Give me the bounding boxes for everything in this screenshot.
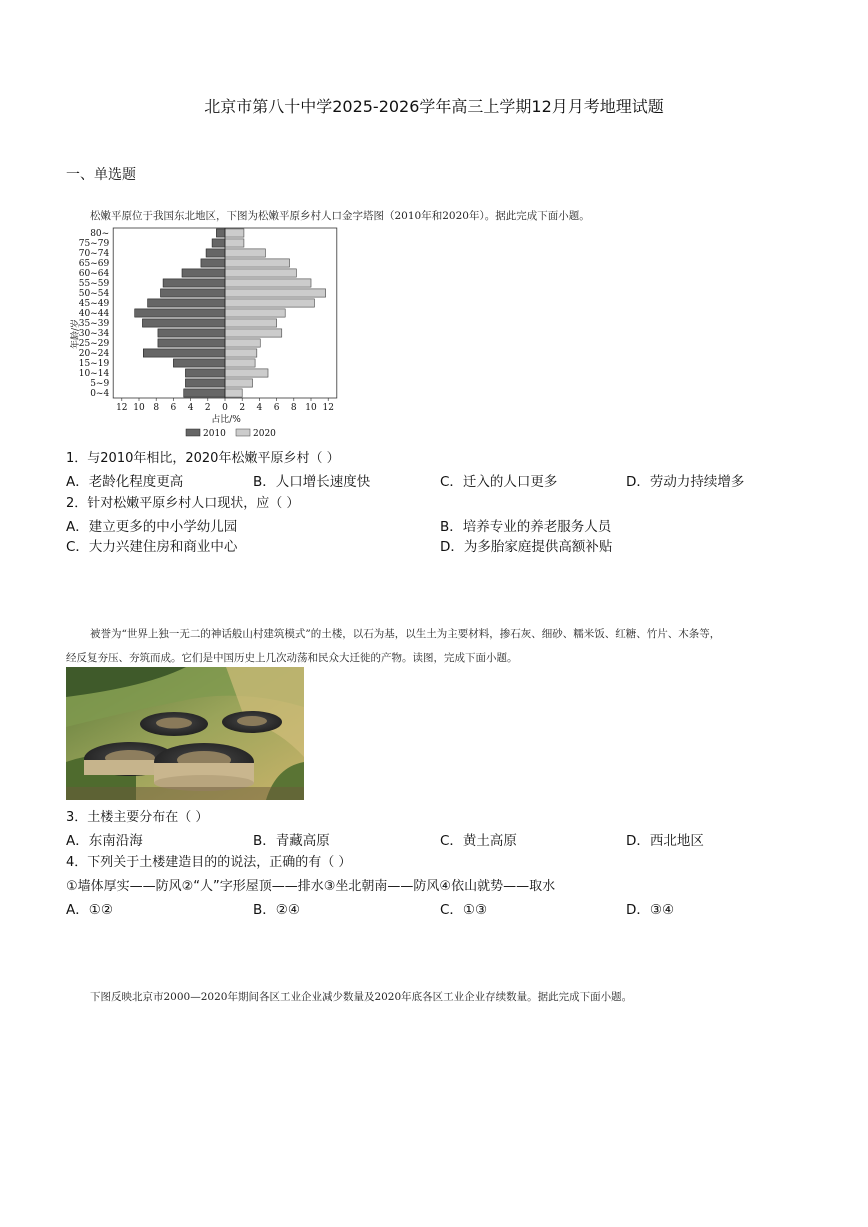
age-tick-label: 40~44 bbox=[78, 309, 110, 320]
age-tick-label: 0~4 bbox=[90, 389, 110, 400]
bar-2020-15~19 bbox=[225, 359, 255, 367]
bar-2010-20~24 bbox=[143, 349, 225, 357]
bar-2020-75~79 bbox=[225, 239, 244, 247]
age-tick-label: 60~64 bbox=[78, 269, 110, 280]
bar-2010-5~9 bbox=[185, 379, 225, 387]
page-title: 北京市第八十中学2025-2026学年高三上学期12月月考地理试题 bbox=[204, 97, 664, 116]
age-tick-label: 75~79 bbox=[78, 239, 110, 250]
bar-2020-5~9 bbox=[225, 379, 253, 387]
bar-2010-0~4 bbox=[184, 389, 225, 397]
age-tick-label: 15~19 bbox=[78, 359, 110, 370]
age-tick-label: 70~74 bbox=[78, 249, 110, 260]
x-tick-label: 8 bbox=[153, 403, 160, 413]
x-tick-label: 12 bbox=[322, 403, 334, 413]
block3-intro: 下图反映北京市2000—2020年期间各区工业企业减少数量及2020年底各区工业企业存续数量。据此完成下面小题。 bbox=[90, 991, 633, 1003]
bar-2010-25~29 bbox=[158, 339, 225, 347]
q4-option-a[interactable]: A．①② bbox=[66, 902, 113, 918]
bar-2020-55~59 bbox=[225, 279, 311, 287]
chart-ylabel: 年龄/岁 bbox=[71, 318, 81, 350]
legend-label-2010: 2010 bbox=[203, 429, 226, 439]
block2-intro-line2: 经反复夯压、夯筑而成。它们是中国历史上几次动荡和民众大迁徙的产物。读图，完成下面小题。 bbox=[66, 652, 518, 664]
bar-2020-60~64 bbox=[225, 269, 296, 277]
question-3-stem: 3．土楼主要分布在（ ） bbox=[66, 810, 209, 825]
bar-2010-70~74 bbox=[206, 249, 225, 257]
bar-2020-40~44 bbox=[225, 309, 285, 317]
x-tick-label: 6 bbox=[273, 403, 280, 413]
q3-option-d[interactable]: D．西北地区 bbox=[626, 833, 704, 849]
block1-intro: 松嫩平原位于我国东北地区，下图为松嫩平原乡村人口金字塔图（2010年和2020年）。据此完成下面小题。 bbox=[90, 210, 590, 222]
q2-option-a[interactable]: A．建立更多的中小学幼儿园 bbox=[66, 519, 238, 535]
question-4-stem: 4．下列关于土楼建造目的的说法，正确的有（ ） bbox=[66, 855, 352, 870]
legend-swatch-2020 bbox=[236, 429, 250, 436]
age-tick-label: 50~54 bbox=[78, 289, 110, 300]
q1-option-d[interactable]: D．劳动力持续增多 bbox=[626, 474, 745, 490]
section-heading: 一、单选题 bbox=[66, 167, 136, 183]
q2-option-c[interactable]: C．大力兴建住房和商业中心 bbox=[66, 539, 238, 555]
bar-2010-40~44 bbox=[135, 309, 225, 317]
bar-2010-80~ bbox=[216, 229, 225, 237]
bar-2020-80~ bbox=[225, 229, 244, 237]
q2-option-d[interactable]: D．为多胎家庭提供高额补贴 bbox=[440, 539, 613, 555]
x-tick-label: 10 bbox=[305, 403, 317, 413]
legend-label-2020: 2020 bbox=[253, 429, 276, 439]
x-tick-label: 10 bbox=[133, 403, 145, 413]
bar-2020-25~29 bbox=[225, 339, 260, 347]
age-tick-label: 10~14 bbox=[78, 369, 110, 380]
question-2-stem: 2．针对松嫩平原乡村人口现状，应（ ） bbox=[66, 496, 300, 511]
x-tick-label: 2 bbox=[204, 403, 211, 413]
age-tick-label: 25~29 bbox=[78, 339, 110, 350]
x-tick-label: 4 bbox=[187, 403, 194, 413]
age-tick-label: 65~69 bbox=[78, 259, 110, 270]
bar-2020-20~24 bbox=[225, 349, 257, 357]
q2-option-b[interactable]: B．培养专业的养老服务人员 bbox=[440, 519, 612, 535]
age-tick-label: 80~ bbox=[90, 229, 110, 240]
x-tick-label: 12 bbox=[116, 403, 128, 413]
bar-2010-50~54 bbox=[161, 289, 226, 297]
q3-option-a[interactable]: A．东南沿海 bbox=[66, 833, 143, 849]
q3-option-b[interactable]: B．青藏高原 bbox=[253, 833, 330, 849]
bar-2010-65~69 bbox=[201, 259, 225, 267]
x-tick-label: 6 bbox=[170, 403, 177, 413]
bar-2020-65~69 bbox=[225, 259, 290, 267]
x-tick-label: 2 bbox=[239, 403, 246, 413]
age-tick-label: 20~24 bbox=[78, 349, 110, 360]
x-tick-label: 0 bbox=[222, 403, 228, 413]
chart-xlabel: 占比/% bbox=[211, 415, 241, 425]
q1-option-c[interactable]: C．迁入的人口更多 bbox=[440, 474, 558, 490]
block2-intro-line1: 被誉为“世界上独一无二的神话般山村建筑模式”的土楼，以石为基，以生土为主要材料，掺石灰、细砂、糯米饭、红糖、竹片、木条等， bbox=[90, 628, 721, 640]
bar-2010-45~49 bbox=[148, 299, 225, 307]
bar-2020-50~54 bbox=[225, 289, 326, 297]
q1-option-a[interactable]: A．老龄化程度更高 bbox=[66, 474, 184, 490]
bar-2020-35~39 bbox=[225, 319, 277, 327]
q3-option-c[interactable]: C．黄土高原 bbox=[440, 833, 517, 849]
tulou-photo bbox=[66, 667, 304, 800]
q4-statements: ①墙体厚实——防风②“人”字形屋顶——排水③坐北朝南——防风④依山就势——取水 bbox=[66, 879, 556, 894]
bar-2010-15~19 bbox=[173, 359, 225, 367]
age-tick-label: 30~34 bbox=[78, 329, 110, 340]
bar-2020-30~34 bbox=[225, 329, 282, 337]
x-tick-label: 8 bbox=[290, 403, 297, 413]
bar-2020-0~4 bbox=[225, 389, 242, 397]
age-tick-label: 5~9 bbox=[90, 379, 110, 390]
legend-swatch-2010 bbox=[186, 429, 200, 436]
q4-option-b[interactable]: B．②④ bbox=[253, 902, 300, 918]
q4-option-c[interactable]: C．①③ bbox=[440, 902, 488, 918]
bar-2010-55~59 bbox=[163, 279, 225, 287]
bar-2010-60~64 bbox=[182, 269, 225, 277]
bar-2010-30~34 bbox=[158, 329, 225, 337]
age-tick-label: 45~49 bbox=[78, 299, 110, 310]
bar-2010-35~39 bbox=[142, 319, 225, 327]
age-tick-label: 35~39 bbox=[78, 319, 110, 330]
bar-2020-70~74 bbox=[225, 249, 265, 257]
q1-option-b[interactable]: B．人口增长速度快 bbox=[253, 474, 371, 490]
bar-2020-45~49 bbox=[225, 299, 314, 307]
bar-2020-10~14 bbox=[225, 369, 268, 377]
x-tick-label: 4 bbox=[256, 403, 263, 413]
bar-2010-75~79 bbox=[212, 239, 225, 247]
age-tick-label: 55~59 bbox=[78, 279, 110, 290]
q4-option-d[interactable]: D．③④ bbox=[626, 902, 675, 918]
bar-2010-10~14 bbox=[185, 369, 225, 377]
question-1-stem: 1．与2010年相比，2020年松嫩平原乡村（ ） bbox=[66, 451, 340, 466]
population-pyramid-chart bbox=[66, 224, 346, 444]
